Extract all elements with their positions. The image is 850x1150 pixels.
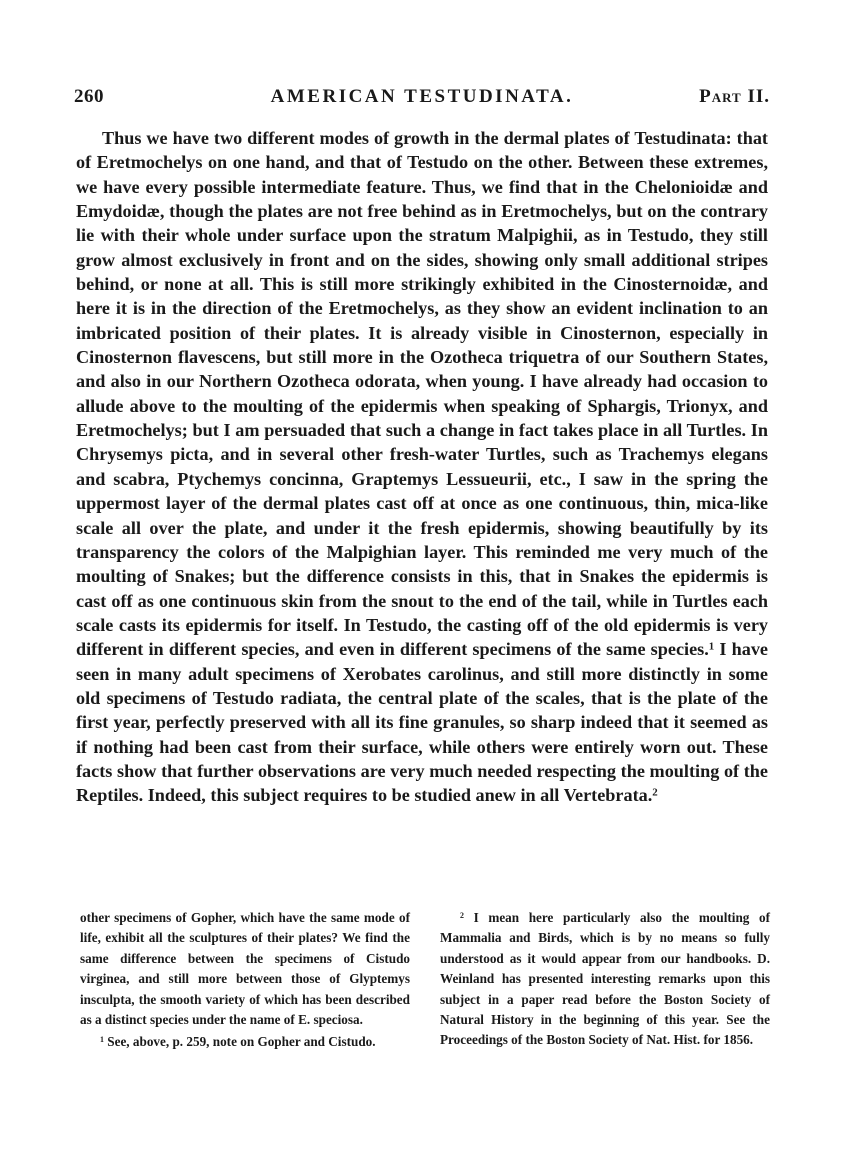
footnote-ref-1: 1 (708, 640, 715, 653)
footnote-continued: other specimens of Gopher, which have the same mode of life, exhibit all the sculptures of their plates? We find the same difference between the specimens of Cistudo virginea, and still more between those of Glyptemys insculpta, the smooth variety of which has been described as a distinct species under the name of E. speciosa. (80, 910, 410, 1028)
footnote-1-text: See, above, p. 259, note on Gopher and Cistudo. (103, 1034, 376, 1050)
footnote-2-mark: 2 (460, 911, 464, 921)
body-text-part-1: Thus we have two different modes of growth in the dermal plates of Testudinata: that of Eretmochelys on one hand, and that of Testudo on the other. Between these extremes, we have every possible intermediate feature. Thus, we find that in the Chelonioidæ and Emydoidæ, though the plates are not free behind as in Eretmochelys, but on the contrary lie with their whole under surface upon the stratum Malpighii, as in Testudo, they still grow almost exclusively in front and on the sides, showing only small additional stripes behind, or none at all. This is still more strikingly exhibited in the Cinosternoidæ, and here it is in the direction of the Eretmochelys, as they show an evident inclination to an imbricated position of their plates. It is already visible in Cinosternon, especially in Cinosternon flavescens, but still more in the Ozotheca triquetra of our Southern States, and also in our Northern Ozotheca odorata, when young. I have already had occasion to allude above to the moulting of the epidermis when speaking of Sphargis, Trionyx, and Eretmochelys; but I am persuaded that such a change in fact takes place in all Turtles. In Chrysemys picta, and in several other fresh-water Turtles, such as Trachemys elegans and scabra, Ptychemys concinna, Graptemys Lessueurii, etc., I saw in the spring the uppermost layer of the dermal plates cast off at once as one continuous, thin, mica-like scale all over the plate, and under it the fresh epidermis, showing beautifully by its transparency the colors of the Malpighian layer. This reminded me very much of the moulting of Snakes; but the difference consists in this, that in Snakes the epidermis is cast off as one continuous skin from the snout to the end of the tail, while in Turtles each scale casts its epidermis for itself. In Testudo, the casting off of the old epidermis is very different in different species, and even in different specimens of the same species. (76, 128, 768, 660)
footnote-ref-2: 2 (652, 786, 658, 799)
footnote-1 (80, 1032, 410, 1052)
main-paragraph (76, 126, 768, 808)
running-title: AMERICAN TESTUDINATA. (270, 86, 574, 107)
page-number: 260 (74, 86, 104, 107)
footnote-1-mark: 1 (100, 1035, 104, 1045)
body-text-part-2: I have seen in many adult specimens of Xerobates carolinus, and still more distinctly in some old specimens of Testudo radiata, the central plate of the scales, that is the plate of the first year, perfectly preserved with all its fine granules, so sharp indeed that it seemed as if nothing had been cast from their surface, while others were entirely worn out. These facts show that further observations are very much needed respecting the moulting of the Reptiles. Indeed, this subject requires to be studied anew in all Vertebrata. (76, 639, 768, 806)
footnote-2 (440, 908, 770, 1051)
part-label: Part II. (699, 86, 770, 107)
footnote-column-left (80, 908, 410, 1053)
footnote-column-right (440, 908, 770, 1051)
footnote-2-text: I mean here particularly also the moulting of Mammalia and Birds, which is by no means so fully understood as it would appear from our handbooks. D. Weinland has presented interesting remarks upon this subject in a paper read before the Boston Society of Natural History in the beginning of this year. See the Proceedings of the Boston Society of Nat. Hist. for 1856. (440, 910, 770, 1048)
running-header (74, 86, 770, 116)
